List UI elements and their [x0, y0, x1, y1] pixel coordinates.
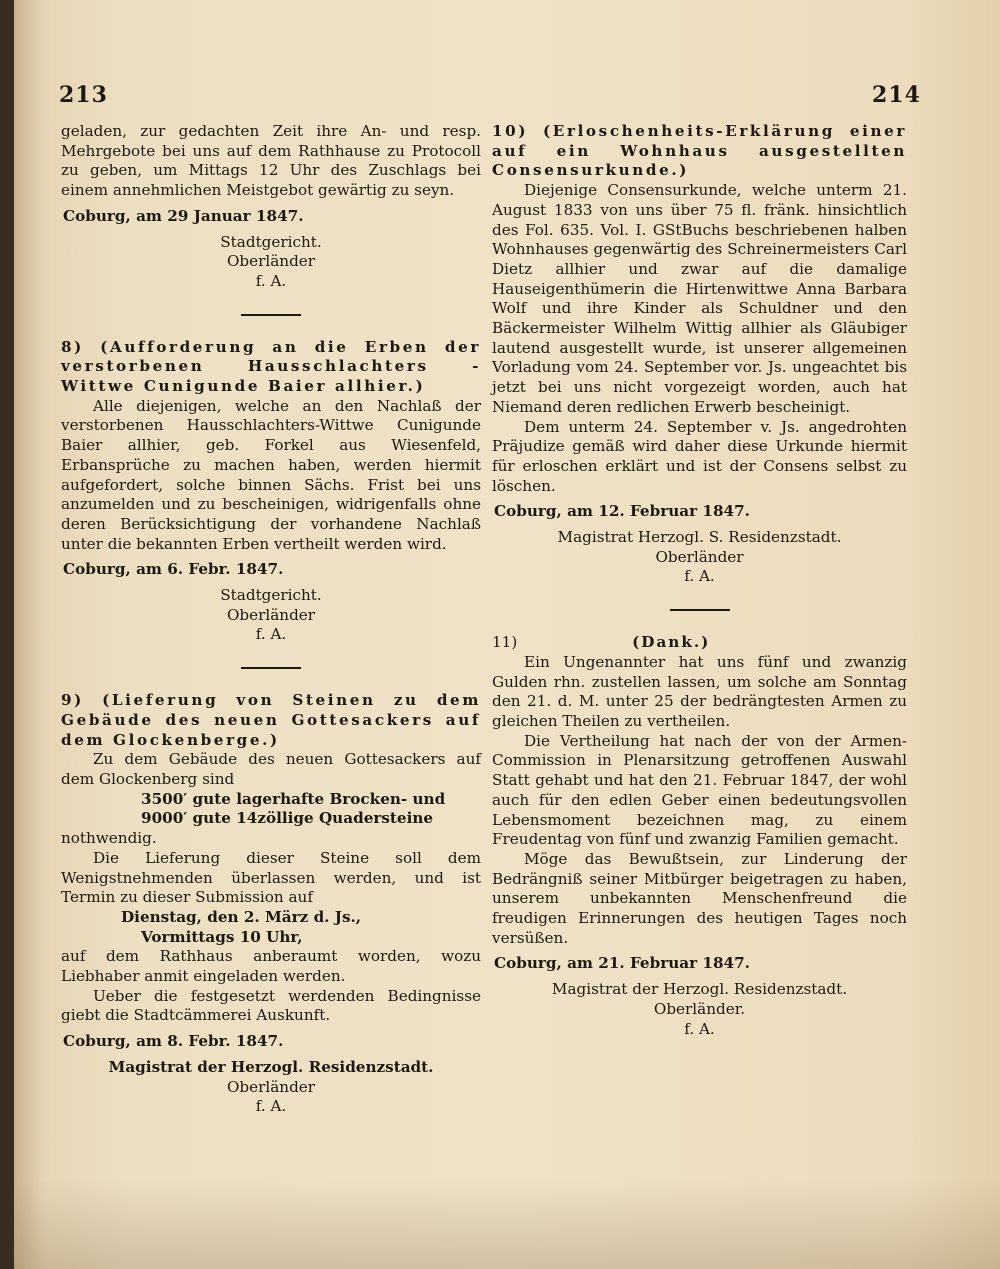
notice-10-heading: 10) (Erloschenheits-Erklärung einer auf ein Wohnhaus ausgestellten Consensurkunde.) — [492, 122, 907, 180]
notice-11-heading-line — [492, 633, 907, 653]
notice-9-paragraph: Zu dem Gebäude des neuen Gottesackers auf dem Glockenberg sind — [61, 750, 481, 788]
left-column — [61, 122, 481, 1117]
notice-9-paragraph: Ueber die festgesetzt werdenden Bedingnisse giebt die Stadtcämmerei Auskunft. — [61, 986, 481, 1025]
notice-11-date: Coburg, am 21. Februar 1847. — [494, 954, 750, 973]
notice-8-heading: 8) (Aufforderung an die Erben der verstorbenen Hausschlachters - Wittwe Cunigunde Baier allhier.) — [61, 337, 481, 396]
notice-10-signature: Oberländer — [655, 547, 744, 566]
notice-8-issuer: Stadtgericht. — [220, 586, 322, 605]
page-number-left: 213 — [59, 82, 108, 108]
notice-9-paragraph: nothwendig. — [61, 829, 157, 848]
notice-9-heading: 9) (Lieferung von Steinen zu dem Gebäude des neuen Gottesackers auf dem Glockenberge.) — [61, 691, 481, 749]
continued-notice-issuer: Stadtgericht. — [220, 232, 322, 251]
continued-notice-signature-suffix: f. A. — [255, 271, 287, 290]
notice-11-paragraph: Möge das Bewußtsein, zur Linderung der Bedrängniß seiner Mitbürger beigetragen zu haben, unserem unbekannten Menschenfreund die freudigen Erinnerungen des heutigen Tages noch versüßen. — [492, 849, 907, 947]
notice-9-term-date: Dienstag, den 2. März d. Js., — [121, 907, 362, 926]
page-number-right: 214 — [872, 82, 921, 108]
continued-notice-text: geladen, zur gedachten Zeit ihre An- und resp. Mehrgebote bei uns auf dem Rathhause zu Protocoll zu geben, um Mittags 12 Uhr des Zuschlags bei einem annehmlichen Meistgebot gewärtig zu seyn. — [61, 122, 481, 200]
notice-9-signature: Oberländer — [226, 1077, 316, 1096]
notice-9-term-time: Vormittags 10 Uhr, — [141, 927, 303, 946]
notice-9-paragraph: Die Lieferung dieser Steine soll dem Wenigstnehmenden überlassen werden, und ist Termin zu dieser Submission auf — [61, 848, 481, 907]
notice-9-date: Coburg, am 8. Febr. 1847. — [63, 1032, 284, 1051]
right-column — [492, 122, 907, 1039]
notice-9-signature-suffix: f. A. — [255, 1097, 287, 1116]
notice-11-signature-suffix: f. A. — [684, 1019, 715, 1038]
continued-notice-signature: Oberländer — [226, 252, 316, 271]
notice-9-item: 3500′ gute lagerhafte Brocken- und — [141, 789, 446, 808]
notice-11-paragraph: Die Vertheilung hat nach der von der Armen-Commission in Plenarsitzung getroffenen Auswahl Statt gehabt und hat den 21. Februar 1847, der wohl auch für den edlen Geber einen bedeutungsvollen Lebensmoment bezeichnen mag, zu einem Freudentag von fünf und zwanzig Familien gemacht. — [492, 731, 907, 849]
notice-10-paragraph: Dem unterm 24. September v. Js. angedrohten Präjudize gemäß wird daher diese Urkunde hiermit für erloschen erklärt und ist der Consens selbst zu löschen. — [492, 417, 907, 495]
continued-notice-date: Coburg, am 29 Januar 1847. — [63, 206, 304, 225]
notice-8-date: Coburg, am 6. Febr. 1847. — [63, 560, 284, 579]
notice-10-issuer: Magistrat Herzogl. S. Residenzstadt. — [557, 528, 842, 547]
section-divider — [241, 314, 301, 316]
notice-11-number: 11) — [492, 633, 518, 652]
book-page — [14, 0, 1000, 1269]
notice-10-signature-suffix: f. A. — [684, 567, 715, 586]
section-divider — [670, 609, 730, 611]
notice-11-paragraph: Ein Ungenannter hat uns fünf und zwanzig Gulden rhn. zustellen lassen, um solche am Sonntag den 21. d. M. unter 25 der bedrängtesten Armen zu gleichen Theilen zu vertheilen. — [492, 652, 907, 730]
notice-8-body: Alle diejenigen, welche an den Nachlaß der verstorbenen Hausschlachters-Wittwe Cunigunde Baier allhier, geb. Forkel aus Wiesenfeld, Erbansprüche zu machen haben, werden hiermit aufgefordert, solche binnen Sächs. Frist bei uns anzumelden und zu bescheinigen, widrigenfalls ohne deren Berücksichtigung der vorhandene Nachlaß unter die bekannten Erben vertheilt werden wird. — [61, 396, 481, 553]
notice-9-issuer: Magistrat der Herzogl. Residenzstadt. — [108, 1057, 434, 1076]
notice-8-signature-suffix: f. A. — [255, 625, 287, 644]
notice-10-paragraph: Diejenige Consensurkunde, welche unterm 21. August 1833 von uns über 75 fl. fränk. hinsichtlich des Fol. 635. Vol. I. GStBuchs beschriebenen halben Wohnhauses gegenwärtig des Schreinermeisters Carl Dietz allhier und zwar auf die damalige Hauseigenthümerin die Hirtenwittwe Anna Barbara Wolf und ihre Kinder als Schuldner und den Bäckermeister Wilhelm Wittig allhier als Gläubiger lautend ausgestellt wurde, ist unserer allgemeinen Vorladung vom 24. September vor. Js. ungeachtet bis jetzt bei uns nicht vorgezeigt worden, auch hat Niemand deren redlichen Erwerb bescheinigt. — [492, 181, 907, 416]
notice-9-item: 9000′ gute 14zöllige Quadersteine — [141, 809, 434, 828]
notice-9-paragraph: auf dem Rathhaus anberaumt worden, wozu Liebhaber anmit eingeladen werden. — [61, 947, 481, 986]
notice-11-issuer: Magistrat der Herzogl. Residenzstadt. — [551, 980, 848, 999]
notice-10-date: Coburg, am 12. Februar 1847. — [494, 502, 750, 521]
notice-11-title: (Dank.) — [632, 633, 711, 652]
section-divider — [241, 667, 301, 669]
notice-8-signature: Oberländer — [226, 605, 316, 624]
notice-11-signature: Oberländer. — [653, 999, 746, 1018]
